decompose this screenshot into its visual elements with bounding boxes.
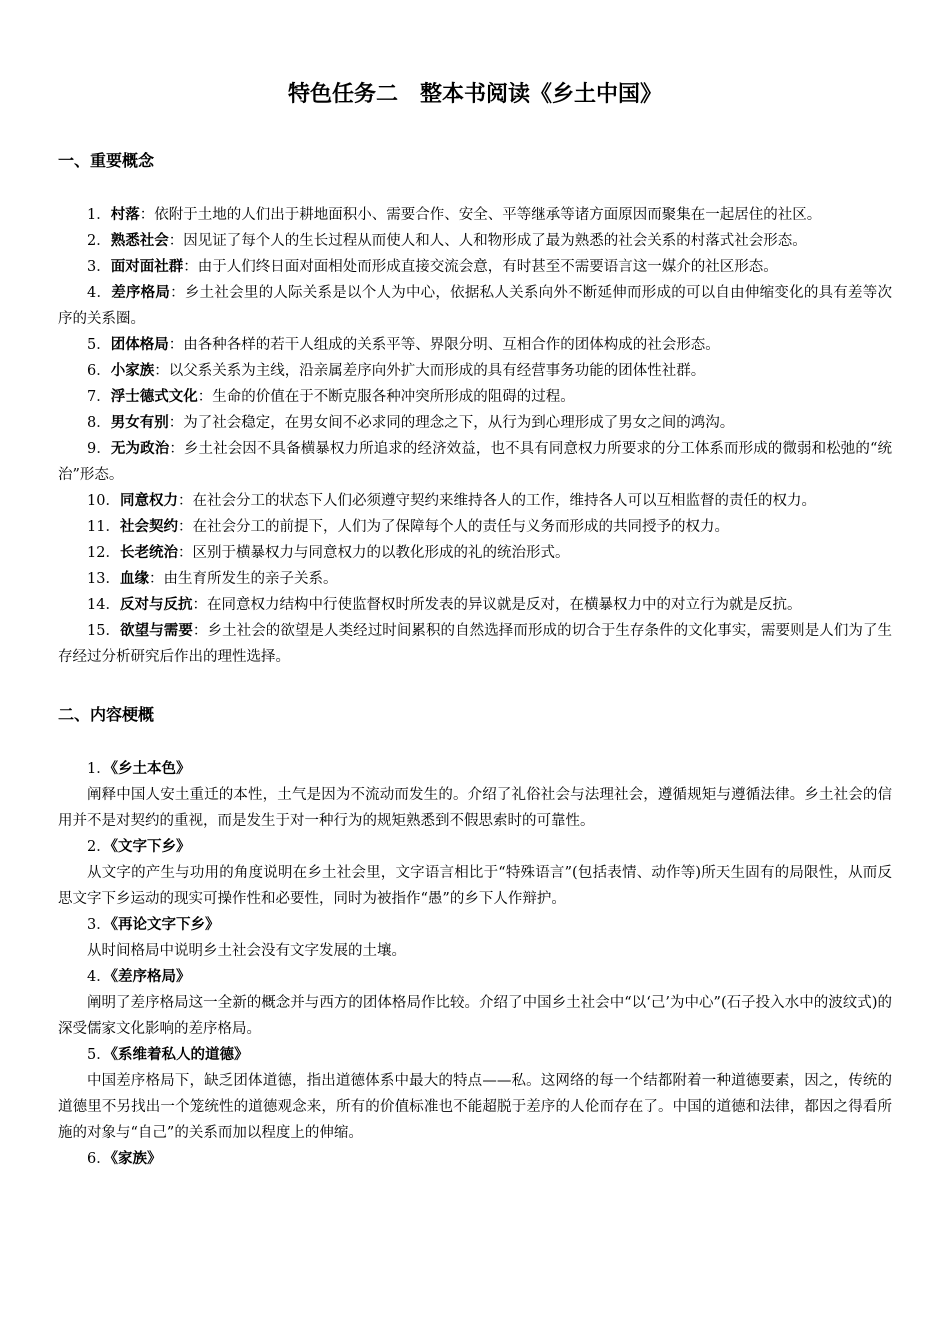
- chapter-title: 1．《乡土本色》: [87, 761, 191, 777]
- concept-item: 11．社会契约：在社会分工的前提下，人们为了保障每个人的责任与义务而形成的共同授予的权力。: [87, 519, 729, 535]
- concept-item: 4．差序格局：乡土社会里的人际关系是以个人为中心，依据私人关系向外不断延伸而形成的可以自由伸缩变化的具有差等次序的关系圈。: [58, 285, 893, 327]
- chapter-title: 2．《文字下乡》: [87, 839, 191, 855]
- concept-definition: 由生育所发生的亲子关系。: [163, 571, 338, 587]
- concept-term: 长老统治: [119, 545, 178, 561]
- chapter-summary: 中国差序格局下，缺乏团体道德，指出道德体系中最大的特点——私。这网络的每一个结都附着一种道德要素，因之，传统的道德里不另找出一个笼统性的道德观念来，所有的价值标准也不能超脱于差序的人伦而存在了。中国的道德和法律，都因之得看所施的对象与“自己”的关系而加以程度上的伸缩。: [58, 1073, 892, 1141]
- concept-term: 面对面社群: [110, 259, 184, 275]
- concept-definition: 乡土社会的欲望是人类经过时间累积的自然选择而形成的切合于生存条件的文化事实，需要则是人们为了生存经过分析研究后作出的理性选择。: [58, 623, 893, 665]
- section-heading-summary: 二、内容梗概: [58, 705, 155, 724]
- concept-term: 血缘: [119, 571, 149, 587]
- chapter-title: 5．《系维着私人的道德》: [87, 1047, 249, 1063]
- chapter-title: 3．《再论文字下乡》: [87, 917, 220, 933]
- concept-term: 熟悉社会: [110, 233, 169, 249]
- concept-item: 7．浮士德式文化：生命的价值在于不断克服各种冲突所形成的阻碍的过程。: [87, 389, 575, 405]
- chapter-summary: 从时间格局中说明乡土社会没有文字发展的土壤。: [87, 943, 406, 959]
- concept-item: 5．团体格局：由各种各样的若干人组成的关系平等、界限分明、互相合作的团体构成的社会形态。: [87, 337, 720, 353]
- chapter-summary: 阐明了差序格局这一全新的概念并与西方的团体格局作比较。介绍了中国乡土社会中“以‘己’为中心”(石子投入水中的波纹式)的深受儒家文化影响的差序格局。: [58, 995, 892, 1037]
- concept-term: 村落: [110, 207, 140, 223]
- chapter-summary: 阐释中国人安土重迁的本性，土气是因为不流动而发生的。介绍了礼俗社会与法理社会，遵循规矩与遵循法律。乡土社会的信用并不是对契约的重视，而是发生于对一种行为的规矩熟悉到不假思索时的可靠性。: [58, 787, 892, 829]
- chapter-summary: 从文字的产生与功用的角度说明在乡土社会里，文字语言相比于“特殊语言”(包括表情、动作等)所天生固有的局限性，从而反思文字下乡运动的现实可操作性和必要性，同时为被指作“愚”的乡下人作辩护。: [58, 865, 892, 907]
- concept-definition: 生命的价值在于不断克服各种冲突所形成的阻碍的过程。: [212, 389, 575, 405]
- concept-definition: 为了社会稳定，在男女间不必求同的理念之下，从行为到心理形成了男女之间的鸿沟。: [183, 415, 735, 431]
- concept-term: 欲望与需要: [120, 623, 193, 639]
- concept-term: 同意权力: [119, 493, 178, 509]
- concept-definition: 在社会分工的状态下人们必须遵守契约来维持各人的工作，维持各人可以互相监督的责任的权力。: [192, 493, 816, 509]
- chapter-list: [58, 756, 892, 1172]
- concept-term: 无为政治: [110, 441, 170, 457]
- concept-definition: 依附于土地的人们出于耕地面积小、需要合作、安全、平等继承等诸方面原因而聚集在一起居住的社区。: [154, 207, 822, 223]
- concept-item: 15．欲望与需要：乡土社会的欲望是人类经过时间累积的自然选择而形成的切合于生存条件的文化事实，需要则是人们为了生存经过分析研究后作出的理性选择。: [58, 623, 893, 665]
- concept-item: 10．同意权力：在社会分工的状态下人们必须遵守契约来维持各人的工作，维持各人可以互相监督的责任的权力。: [87, 493, 816, 509]
- concept-definition: 因见证了每个人的生长过程从而使人和人、人和物形成了最为熟悉的社会关系的村落式社会形态。: [183, 233, 807, 249]
- concept-term: 反对与反抗: [119, 597, 193, 613]
- concept-definition: 区别于横暴权力与同意权力的以教化形成的礼的统治形式。: [192, 545, 570, 561]
- concept-item: 1．村落：依附于土地的人们出于耕地面积小、需要合作、安全、平等继承等诸方面原因而聚集在一起居住的社区。: [87, 207, 822, 223]
- concept-definition: 在同意权力结构中行使监督权时所发表的异议就是反对，在横暴权力中的对立行为就是反抗。: [206, 597, 802, 613]
- chapter-title: 4．《差序格局》: [87, 969, 191, 985]
- concept-term: 浮士德式文化: [110, 389, 198, 405]
- concept-term: 差序格局: [111, 285, 171, 301]
- chapter-title: 6．《家族》: [87, 1151, 162, 1167]
- concept-term: 社会契约: [119, 519, 178, 535]
- concept-definition: 以父系关系为主线，沿亲属差序向外扩大而形成的具有经营事务功能的团体性社群。: [168, 363, 706, 379]
- concept-term: 小家族: [110, 363, 155, 379]
- concept-item: 13．血缘：由生育所发生的亲子关系。: [87, 571, 338, 587]
- concept-item: 14．反对与反抗：在同意权力结构中行使监督权时所发表的异议就是反对，在横暴权力中的对立行为就是反抗。: [87, 597, 802, 613]
- concept-list: [58, 202, 892, 670]
- concept-item: 8．男女有别：为了社会稳定，在男女间不必求同的理念之下，从行为到心理形成了男女之间的鸿沟。: [87, 415, 735, 431]
- document-title: 特色任务二 整本书阅读《乡土中国》: [287, 82, 662, 107]
- concept-definition: 乡土社会因不具备横暴权力所追求的经济效益，也不具有同意权力所要求的分工体系而形成的微弱和松弛的“统治”形态。: [58, 441, 892, 483]
- concept-definition: 由于人们终日面对面相处而形成直接交流会意，有时甚至不需要语言这一媒介的社区形态。: [197, 259, 778, 275]
- concept-definition: 乡土社会里的人际关系是以个人为中心，依据私人关系向外不断延伸而形成的可以自由伸缩变化的具有差等次序的关系圈。: [58, 285, 893, 327]
- concept-definition: 由各种各样的若干人组成的关系平等、界限分明、互相合作的团体构成的社会形态。: [183, 337, 720, 353]
- concept-item: 12．长老统治：区别于横暴权力与同意权力的以教化形成的礼的统治形式。: [87, 545, 570, 561]
- concept-item: 3．面对面社群：由于人们终日面对面相处而形成直接交流会意，有时甚至不需要语言这一媒介的社区形态。: [87, 259, 778, 275]
- document-page: [58, 78, 892, 1172]
- concept-item: 6．小家族：以父系关系为主线，沿亲属差序向外扩大而形成的具有经营事务功能的团体性社群。: [87, 363, 706, 379]
- concept-term: 男女有别: [110, 415, 169, 431]
- concept-item: 2．熟悉社会：因见证了每个人的生长过程从而使人和人、人和物形成了最为熟悉的社会关系的村落式社会形态。: [87, 233, 807, 249]
- section-heading-concepts: 一、重要概念: [58, 151, 155, 170]
- concept-item: 9．无为政治：乡土社会因不具备横暴权力所追求的经济效益，也不具有同意权力所要求的分工体系而形成的微弱和松弛的“统治”形态。: [58, 441, 892, 483]
- concept-definition: 在社会分工的前提下，人们为了保障每个人的责任与义务而形成的共同授予的权力。: [192, 519, 729, 535]
- concept-term: 团体格局: [110, 337, 169, 353]
